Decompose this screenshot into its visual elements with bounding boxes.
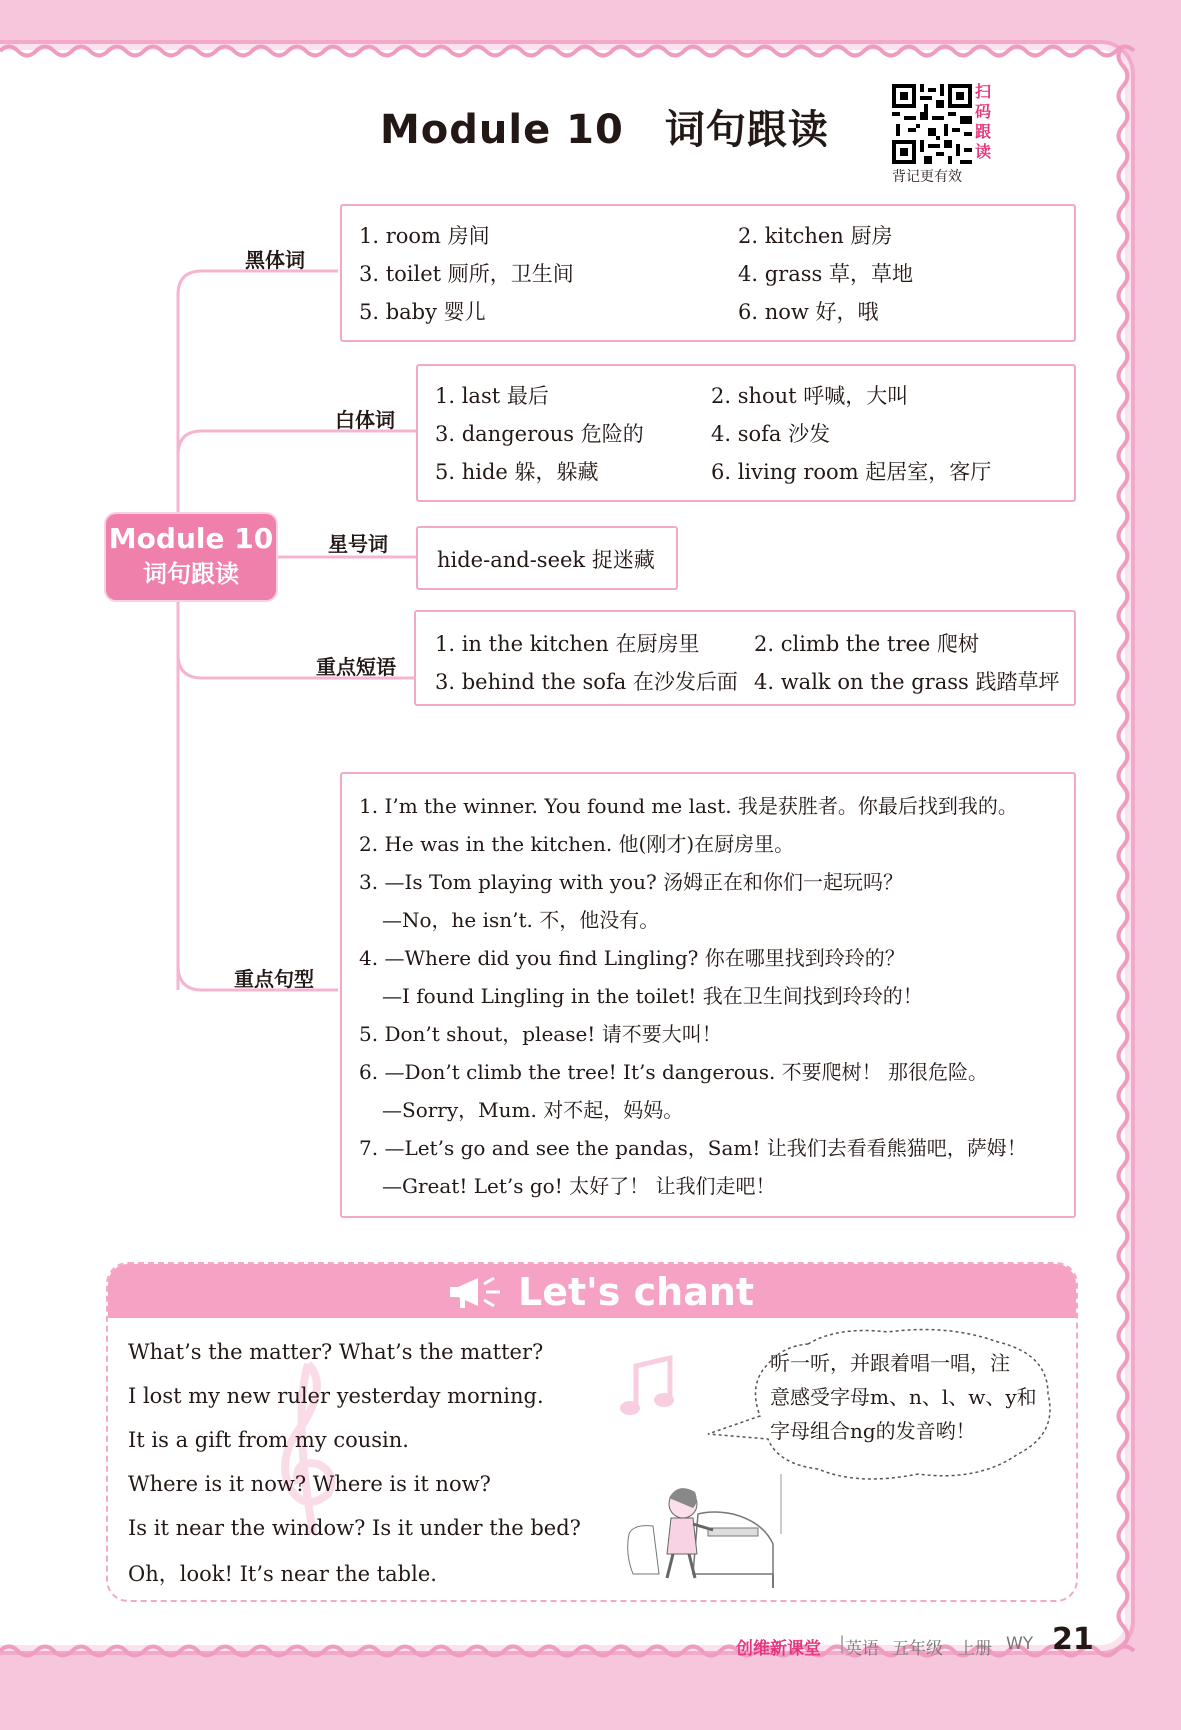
- qr-side-char: 码: [975, 102, 992, 121]
- bold-words-box: [340, 204, 1076, 342]
- phrase-item: 3. behind the sofa 在沙发后面: [435, 670, 738, 694]
- label-plain-words: 白体词: [335, 408, 395, 432]
- sentence-line: 2. He was in the kitchen. 他(刚才)在厨房里。: [359, 832, 795, 856]
- footer-edition: WY: [1006, 1634, 1034, 1654]
- qr-side-char: 读: [975, 142, 992, 161]
- word-item: 3. dangerous 危险的: [435, 422, 644, 446]
- sentence-line: —I found Lingling in the toilet! 我在卫生间找到玲玲的！: [382, 984, 923, 1008]
- word-item: 5. hide 躲，躲藏: [435, 460, 599, 484]
- chant-line: What’s the matter? What’s the matter?: [128, 1340, 544, 1364]
- sentence-line: 4. —Where did you find Lingling? 你在哪里找到玲玲的？: [359, 946, 905, 970]
- hub-subtitle: 词句跟读: [143, 560, 239, 588]
- phrase-item: 4. walk on the grass 践踏草坪: [754, 670, 1060, 694]
- bubble-line: 字母组合ng的发音哟！: [770, 1419, 976, 1443]
- sentence-line: 3. —Is Tom playing with you? 汤姆正在和你们一起玩吗？: [359, 870, 904, 894]
- lets-chant-panel: [106, 1262, 1078, 1602]
- sentence-line: 1. I’m the winner. You found me last. 我是获胜者。你最后找到我的。: [359, 794, 1018, 818]
- chant-line: Oh，look! It’s near the table.: [128, 1562, 437, 1586]
- footer-grade: 五年级: [892, 1639, 943, 1659]
- sentence-line: 7. —Let’s go and see the pandas，Sam! 让我们去看看熊猫吧，萨姆！: [359, 1136, 1027, 1160]
- phrases-box: [414, 610, 1076, 706]
- music-note-icon: [618, 1352, 678, 1422]
- footer-divider: |: [839, 1633, 846, 1654]
- qr-code[interactable]: [892, 84, 972, 164]
- chant-line: Is it near the window? Is it under the bed?: [128, 1516, 581, 1540]
- footer-brand: 创维新课堂: [736, 1639, 821, 1659]
- word-item: 6. living room 起居室，客厅: [711, 460, 992, 484]
- label-sentences: 重点句型: [234, 967, 314, 991]
- girl-at-piano-illustration: [623, 1474, 783, 1589]
- megaphone-icon: [448, 1272, 510, 1312]
- footer-term: 上册: [958, 1639, 992, 1659]
- sentence-line: —Great! Let’s go! 太好了！ 让我们走吧！: [382, 1174, 776, 1198]
- word-item: 3. toilet 厕所，卫生间: [359, 262, 574, 286]
- chant-line: I lost my new ruler yesterday morning.: [128, 1384, 544, 1408]
- word-item: 1. last 最后: [435, 384, 549, 408]
- word-item: 2. shout 呼喊，大叫: [711, 384, 909, 408]
- qr-side-text: [975, 82, 993, 162]
- sentence-line: —No，he isn’t. 不，他没有。: [382, 908, 660, 932]
- label-star-words: 星号词: [328, 532, 388, 556]
- chant-title: Let's chant: [518, 1270, 755, 1314]
- sentences-box: [340, 772, 1076, 1218]
- chant-line: Where is it now? Where is it now?: [128, 1472, 491, 1496]
- word-item: 1. room 房间: [359, 224, 490, 248]
- label-phrases: 重点短语: [316, 655, 396, 679]
- phrase-item: 1. in the kitchen 在厨房里: [435, 632, 700, 656]
- footer-subject: 英语: [845, 1639, 879, 1659]
- word-item: 2. kitchen 厨房: [738, 224, 893, 248]
- star-words-box: [416, 526, 678, 590]
- word-item: 6. now 好，哦: [738, 300, 879, 324]
- word-item: hide-and-seek 捉迷藏: [437, 548, 655, 572]
- qr-side-char: 跟: [975, 122, 992, 141]
- qr-side-char: 扫: [975, 82, 992, 101]
- chant-line: It is a gift from my cousin.: [128, 1428, 409, 1452]
- sentence-line: —Sorry，Mum. 对不起，妈妈。: [382, 1098, 684, 1122]
- word-item: 4. sofa 沙发: [711, 422, 831, 446]
- qr-caption: 背记更有效: [892, 169, 962, 185]
- label-bold-words: 黑体词: [245, 248, 305, 272]
- page-title: Module 10 词句跟读: [380, 107, 829, 153]
- plain-words-box: [416, 364, 1076, 502]
- word-item: 4. grass 草，草地: [738, 262, 913, 286]
- hub-title: Module 10: [108, 522, 274, 555]
- sentence-line: 5. Don’t shout，please! 请不要大叫！: [359, 1022, 722, 1046]
- module-hub: [106, 514, 276, 600]
- sentence-line: 6. —Don’t climb the tree! It’s dangerous. 不要爬树！ 那很危险。: [359, 1060, 989, 1084]
- bubble-line: 意感受字母m、n、l、w、y和: [770, 1385, 1037, 1409]
- phrase-item: 2. climb the tree 爬树: [754, 632, 980, 656]
- bubble-line: 听一听，并跟着唱一唱，注: [770, 1351, 1010, 1375]
- word-item: 5. baby 婴儿: [359, 300, 486, 324]
- page-number: 21: [1052, 1622, 1094, 1657]
